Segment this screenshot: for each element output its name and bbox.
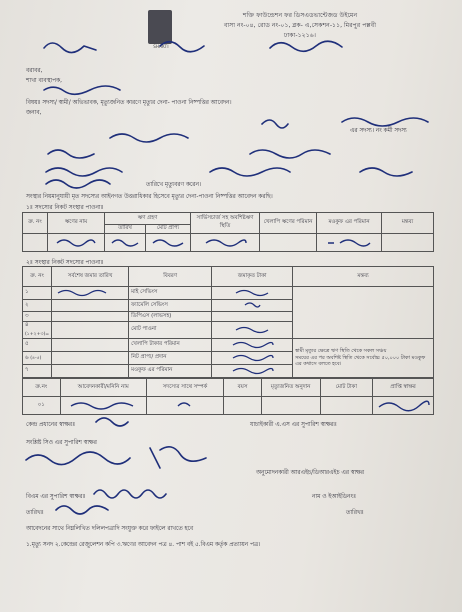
s3-cell-share bbox=[261, 397, 320, 415]
s2-r3-amount bbox=[212, 312, 293, 322]
s1-cell-defaulted bbox=[260, 234, 317, 252]
handwritten-amount-6 bbox=[229, 352, 275, 362]
s1-h-remarks: মন্তব্য bbox=[382, 213, 434, 234]
s2-r3-label: ডিপিএস (লাভসহ) bbox=[129, 312, 212, 322]
approver-sign-label: অনুমোদনকারী আরএইচ/ডিআরএইচ এর স্বাক্ষর bbox=[256, 470, 364, 476]
s1-cell-outstanding bbox=[191, 234, 260, 252]
s1-h-defaulted: খেলাপি ঋণের পরিমান bbox=[260, 213, 317, 234]
s2-r2-date bbox=[52, 300, 129, 312]
handwritten-waived bbox=[324, 236, 374, 248]
s3-h-relation: সদস্যের সাথে সম্পর্ক bbox=[146, 379, 223, 397]
s3-h-name: আবেদনকারী/মনিনি নাম bbox=[60, 379, 146, 397]
s3-cell-relation bbox=[146, 397, 223, 415]
name-id-label: নাম ও ইআইডিনংঃ bbox=[312, 494, 357, 500]
center-head-sign-label: কেন্দ্র প্রধানের স্বাক্ষরঃ bbox=[26, 422, 76, 428]
s2-note: স্বামী মৃত্যুর ক্ষেত্রে ঋণ স্থিতি থেকে সকল সঞ্চয় সময়ের এর পর অবশিষ্ট স্থিতি থেকে সর্বোচ্চ ৫০,০০০ টাকা মওকুফ এর কথাসে বলতে হবে। bbox=[293, 339, 434, 378]
section1-title: ১ঃ সদস্যের নিকট সংস্থার পাওনাঃ bbox=[26, 205, 104, 211]
s2-r7-label: মওকুফ এর পরিমান bbox=[129, 365, 212, 378]
co-recommend-label: সংশ্লিষ্ট সিও এর সুপারিশ স্বাক্ষর bbox=[26, 440, 97, 446]
bm-sign-label: বিএম এর সুপারিশ স্বাক্ষরঃ bbox=[26, 494, 86, 500]
s1-h-loan-name: ঋণের নাম bbox=[48, 213, 105, 234]
label-branch-manager: শাখা ব্যবস্থাপক, bbox=[26, 78, 62, 84]
bm-signature bbox=[90, 484, 170, 500]
s2-r1-label: মাই সেভিংস bbox=[129, 287, 212, 300]
org-address: বাসা নং-০৪, রোড নং-০১, ব্লক- এ,সেকশন-১১, মিরপুর পল্লবী bbox=[223, 22, 377, 29]
s3-h-signature: প্রাপ্তি স্বাক্ষর bbox=[373, 379, 434, 397]
s2-r3-serial: ৩ bbox=[23, 312, 52, 322]
org-name: শক্তি ফাউন্ডেশন ফর ডিসএডভান্টেজড উইমেন bbox=[242, 12, 358, 19]
s1-h-waived: মওকুফ এর পরিমান bbox=[317, 213, 382, 234]
handwritten-amount-1 bbox=[232, 287, 272, 297]
bm-date-label: তারিখঃ bbox=[26, 510, 44, 516]
handwritten-loan-date bbox=[109, 236, 141, 248]
s1-h-outstanding: সার্ভিসচার্জ সহ অবশিষ্টঋণ স্থিতি bbox=[191, 213, 260, 234]
handwritten-amount-4 bbox=[232, 324, 272, 334]
handwritten-outstanding bbox=[200, 236, 250, 248]
footer-attachments-list: ১.মৃত্যু সনদ ২.কেন্দ্রের রেজুলেশন কপি ৩.ঋণের আবেদন পত্র ৪. পাশ বই ৫.বিএম কর্তৃক প্রত্যায়ন পত্র। bbox=[26, 542, 261, 548]
handwritten-loan-total bbox=[150, 236, 186, 248]
s3-cell-signature bbox=[373, 397, 434, 415]
s2-r6-label: নিট প্রাপ্য/ প্রদান bbox=[129, 352, 212, 365]
s2-r4-serial: ৪ (১+২+৩)= bbox=[23, 322, 52, 339]
s1-cell-loan-name bbox=[48, 234, 105, 252]
section2-table bbox=[22, 266, 434, 378]
s2-r5-serial: ৫ bbox=[23, 339, 52, 352]
handwritten-header-names bbox=[40, 34, 420, 60]
s1-cell-waived bbox=[317, 234, 382, 252]
s2-r1-amount bbox=[212, 287, 293, 300]
label-death-date: তারিখে মৃত্যুবরণ করেন। bbox=[146, 182, 201, 188]
s2-r2-amount bbox=[212, 300, 293, 312]
s3-h-share: মৃত্যুজনিত অনুদান bbox=[261, 379, 320, 397]
s1-cell-date bbox=[105, 234, 146, 252]
section3-table bbox=[22, 378, 434, 415]
handwritten-heir-signature bbox=[375, 398, 431, 412]
s3-cell-total bbox=[320, 397, 372, 415]
s3-h-total: মোট টাকা bbox=[320, 379, 372, 397]
s1-h-loan-taken: ঋণ গ্রহণ bbox=[105, 213, 191, 225]
s2-r6-amount bbox=[212, 352, 293, 365]
center-head-signature bbox=[92, 412, 132, 430]
verifier-sign-label: যাচাইকারী এ.এস এর সুপারিশ স্বাক্ষরঃ bbox=[250, 422, 337, 428]
label-member-of-branch: এর সদস্য। নং কর্মী সদস্য bbox=[350, 128, 407, 134]
salutation: জনাব, bbox=[26, 110, 42, 116]
section1-table bbox=[22, 212, 434, 252]
logo-caption: SHAKTI bbox=[153, 44, 169, 49]
s2-r2-label: ফ্যামেলি সেভিংস bbox=[129, 300, 212, 312]
date2-label: তারিখঃ bbox=[346, 510, 364, 516]
handwritten-account-number bbox=[258, 112, 438, 134]
s2-h-amount: জমাকৃত টাকা bbox=[212, 267, 293, 287]
section2-title: ২ঃ সংস্থার নিকট সদস্যের পাওনাঃ bbox=[26, 260, 104, 266]
s2-h-serial: ক্র. নং bbox=[23, 267, 52, 287]
s1-cell-total bbox=[146, 234, 191, 252]
handwritten-death-date bbox=[40, 174, 130, 192]
s2-r1-date bbox=[52, 287, 129, 300]
org-city: ঢাকা-১২১৬। bbox=[284, 32, 316, 39]
s2-r6-date bbox=[52, 352, 129, 365]
s2-r2-serial: ২ bbox=[23, 300, 52, 312]
handwritten-amount-2 bbox=[242, 300, 262, 309]
s2-h-description: বিবরণ bbox=[129, 267, 212, 287]
s1-h-date: তারিখ bbox=[105, 225, 146, 234]
s3-cell-serial: ০১ bbox=[23, 397, 61, 415]
label-to: বরাবর, bbox=[26, 68, 43, 74]
handwritten-heir-relation bbox=[175, 399, 195, 411]
s2-r6-serial: ৬ (৪-৫) bbox=[23, 352, 52, 365]
handwritten-amount-5 bbox=[229, 339, 275, 349]
s1-cell-serial bbox=[23, 234, 48, 252]
s2-r4-amount bbox=[212, 322, 293, 339]
s2-r4-label: মোট পাওনা bbox=[129, 322, 212, 339]
handwritten-loan-name bbox=[54, 236, 98, 248]
s2-r7-amount bbox=[212, 365, 293, 378]
subject-line: বিষয়ঃ সদস্য/ স্বামী/ অভিভাবক, মৃত্যুজনিত কারণে মৃত্যুর দেনা- পাওনা নিষ্পত্তির আবেদন। bbox=[26, 100, 232, 106]
s2-r5-label: খেলাপি টাকার পরিমান bbox=[129, 339, 212, 352]
s2-r5-amount bbox=[212, 339, 293, 352]
handwritten-heir-name bbox=[67, 399, 139, 411]
footer-attachments-title: আবেদনের সাথে নিম্নলিখিত দলিলপত্রাদি সংযুক্ত করে ফাইলে রাখতে হবে bbox=[26, 526, 194, 532]
s2-r3-date bbox=[52, 312, 129, 322]
bm-date bbox=[52, 500, 112, 516]
s3-cell-age bbox=[224, 397, 261, 415]
s2-r7-serial: ৭ bbox=[23, 365, 52, 378]
s2-h-date: সর্বশেষ জমার তারিখ bbox=[52, 267, 129, 287]
co-signature bbox=[20, 440, 220, 476]
s2-r4-date bbox=[52, 322, 129, 339]
s2-r5-date bbox=[52, 339, 129, 352]
s3-h-serial: ক্র.নং bbox=[23, 379, 61, 397]
s2-h-remarks: মন্তব্য bbox=[293, 267, 434, 287]
s1-h-serial: ক্র. নং bbox=[23, 213, 48, 234]
s2-remarks-empty bbox=[293, 287, 434, 339]
s1-h-total: মোট প্রাপ্য bbox=[146, 225, 191, 234]
s2-r1-serial: ১ bbox=[23, 287, 52, 300]
handwritten-deposit-date bbox=[54, 287, 114, 297]
s1-cell-remarks bbox=[382, 234, 434, 252]
handwritten-member-code bbox=[40, 82, 150, 96]
agreement-text: সংস্থার নিয়মানুযায়ী মৃত সদস্যের আইনগত উত্তরাধিকার হিসেবে মৃত্যুর দেনা-পাওনা নিষ্পত্তির আবেদন করছি। bbox=[26, 194, 273, 200]
handwritten-amount-7 bbox=[229, 365, 275, 375]
s3-h-age: বয়স bbox=[224, 379, 261, 397]
s2-r7-date bbox=[52, 365, 129, 378]
